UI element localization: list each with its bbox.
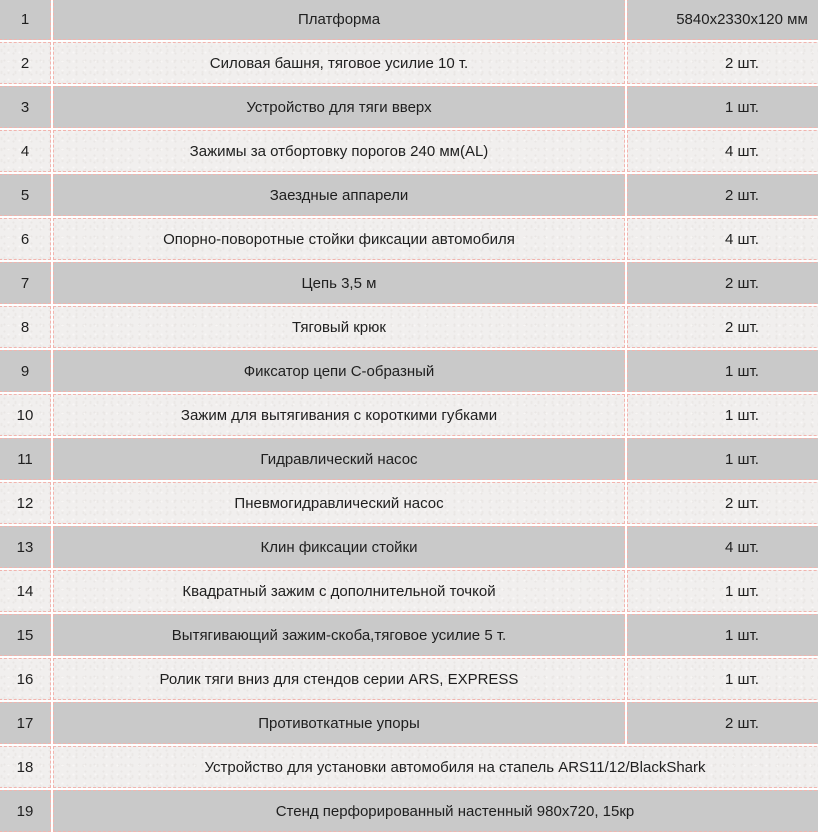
table-row (0, 482, 818, 524)
row-number-cell: 9 (0, 350, 51, 392)
description-cell: Зажим для вытягивания с короткими губками (53, 394, 625, 436)
quantity-cell: 1 шт. (627, 350, 818, 392)
row-number-cell: 18 (0, 746, 51, 788)
table-row (0, 438, 818, 480)
quantity-cell: 1 шт. (627, 394, 818, 436)
table-row (0, 218, 818, 260)
table-row (0, 614, 818, 656)
quantity-cell: 1 шт. (627, 438, 818, 480)
description-cell: Заездные аппарели (53, 174, 625, 216)
row-number-cell: 3 (0, 86, 51, 128)
description-cell: Платформа (53, 0, 625, 40)
quantity-cell: 4 шт. (627, 218, 818, 260)
description-cell: Клин фиксации стойки (53, 526, 625, 568)
quantity-cell: 4 шт. (627, 130, 818, 172)
description-cell: Цепь 3,5 м (53, 262, 625, 304)
row-number-cell: 7 (0, 262, 51, 304)
description-cell: Противоткатные упоры (53, 702, 625, 744)
table-row (0, 306, 818, 348)
description-cell: Зажимы за отбортовку порогов 240 мм(AL) (53, 130, 625, 172)
table-row (0, 394, 818, 436)
row-number-cell: 17 (0, 702, 51, 744)
table-row (0, 262, 818, 304)
description-cell: Гидравлический насос (53, 438, 625, 480)
description-cell: Стенд перфорированный настенный 980x720, 15кр (53, 790, 818, 832)
description-cell: Квадратный зажим с дополнительной точкой (53, 570, 625, 612)
table-row (0, 174, 818, 216)
table-row (0, 658, 818, 700)
description-cell: Устройство для установки автомобиля на стапель ARS11/12/BlackShark (53, 746, 818, 788)
quantity-cell: 2 шт. (627, 262, 818, 304)
row-number-cell: 8 (0, 306, 51, 348)
table-row (0, 570, 818, 612)
description-cell: Тяговый крюк (53, 306, 625, 348)
description-cell: Опорно-поворотные стойки фиксации автомобиля (53, 218, 625, 260)
description-cell: Пневмогидравлический насос (53, 482, 625, 524)
quantity-cell: 5840x2330x120 мм (627, 0, 818, 40)
row-number-cell: 1 (0, 0, 51, 40)
table-row (0, 702, 818, 744)
quantity-cell: 2 шт. (627, 306, 818, 348)
table-row (0, 42, 818, 84)
row-number-cell: 4 (0, 130, 51, 172)
row-number-cell: 10 (0, 394, 51, 436)
description-cell: Вытягивающий зажим-скоба,тяговое усилие 5 т. (53, 614, 625, 656)
quantity-cell: 1 шт. (627, 570, 818, 612)
quantity-cell: 4 шт. (627, 526, 818, 568)
quantity-cell: 2 шт. (627, 42, 818, 84)
quantity-cell: 1 шт. (627, 86, 818, 128)
row-number-cell: 2 (0, 42, 51, 84)
row-number-cell: 6 (0, 218, 51, 260)
table-row (0, 746, 818, 788)
row-number-cell: 19 (0, 790, 51, 832)
quantity-cell: 2 шт. (627, 482, 818, 524)
description-cell: Фиксатор цепи С-образный (53, 350, 625, 392)
row-number-cell: 13 (0, 526, 51, 568)
quantity-cell: 1 шт. (627, 614, 818, 656)
table-row (0, 130, 818, 172)
table-row (0, 790, 818, 832)
description-cell: Ролик тяги вниз для стендов серии ARS, EXPRESS (53, 658, 625, 700)
quantity-cell: 2 шт. (627, 702, 818, 744)
row-number-cell: 5 (0, 174, 51, 216)
row-number-cell: 15 (0, 614, 51, 656)
quantity-cell: 2 шт. (627, 174, 818, 216)
table-row (0, 0, 818, 40)
table-row (0, 526, 818, 568)
table-row (0, 86, 818, 128)
row-number-cell: 16 (0, 658, 51, 700)
table-row (0, 350, 818, 392)
description-cell: Устройство для тяги вверх (53, 86, 625, 128)
quantity-cell: 1 шт. (627, 658, 818, 700)
description-cell: Силовая башня, тяговое усилие 10 т. (53, 42, 625, 84)
row-number-cell: 11 (0, 438, 51, 480)
row-number-cell: 14 (0, 570, 51, 612)
row-number-cell: 12 (0, 482, 51, 524)
